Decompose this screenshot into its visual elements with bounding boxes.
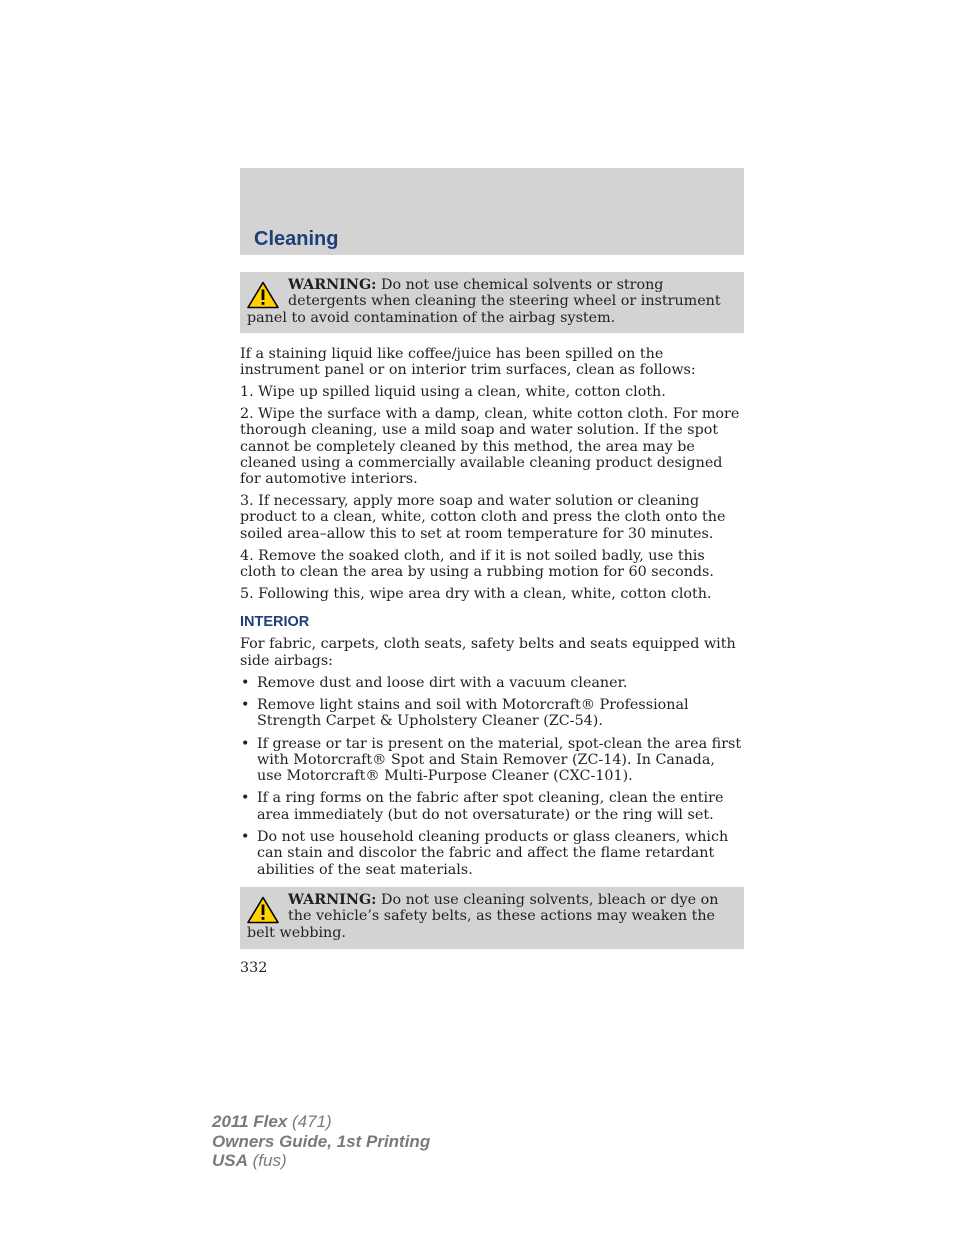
bullet-dot: •	[241, 828, 250, 845]
bullet-dot: •	[241, 735, 250, 752]
step-3: 3. If necessary, apply more soap and water solution or cleaning product to a clean, white, cotton cloth and press the cloth onto the soiled area–allow this to set at room temperature for 30 minutes.	[240, 493, 726, 542]
warning-text: Do not use cleaning solvents, bleach or dye on the vehicle’s safety belts, as these actions may weaken the belt webbing.	[247, 892, 719, 941]
footer-line-1	[212, 1112, 430, 1132]
warning-triangle-icon	[247, 281, 279, 309]
page-number: 332	[240, 960, 268, 976]
interior-heading: INTERIOR	[240, 614, 310, 631]
warning-label: WARNING:	[288, 277, 377, 293]
warning-triangle-icon	[247, 896, 279, 924]
list-item	[240, 697, 744, 730]
footer-market-code: (fus)	[247, 1151, 287, 1170]
interior-bullet-list	[240, 675, 744, 878]
section-title: Cleaning	[254, 228, 339, 250]
airbag-warning-box	[240, 272, 744, 333]
footer-model-code: (471)	[287, 1112, 332, 1131]
footer-line-2	[212, 1132, 430, 1152]
interior-intro: For fabric, carpets, cloth seats, safety belts and seats equipped with side airbags:	[240, 636, 736, 669]
list-item	[240, 675, 744, 691]
step-1: 1. Wipe up spilled liquid using a clean, white, cotton cloth.	[240, 384, 666, 401]
footer-model: 2011 Flex	[212, 1112, 288, 1131]
bullet-dot: •	[241, 790, 250, 807]
warning-text: Do not use chemical solvents or strong detergents when cleaning the steering wheel or instrument panel to avoid contamination of the airbag system.	[247, 277, 721, 326]
section-header-band	[240, 168, 744, 255]
list-item-text: Remove dust and loose dirt with a vacuum cleaner.	[257, 674, 628, 691]
intro-paragraph: If a staining liquid like coffee/juice has been spilled on the instrument panel or on interior trim surfaces, clean as follows:	[240, 346, 696, 379]
step-2: 2. Wipe the surface with a damp, clean, white cotton cloth. For more thorough cleaning, use a mild soap and water solution. If the spot cannot be completely cleaned by this method, the area may be cleaned using a commercially available cleaning product designed for automotive interiors.	[240, 406, 740, 488]
footer-line-3	[212, 1151, 430, 1171]
bullet-dot: •	[241, 696, 250, 713]
footer-guide: Owners Guide, 1st Printing	[212, 1131, 431, 1151]
list-item-text: Do not use household cleaning products or glass cleaners, which can stain and discolor the fabric and affect the flame retardant abilities of the seat materials.	[257, 828, 729, 878]
list-item	[240, 790, 744, 823]
list-item	[240, 736, 744, 785]
document-footer	[212, 1112, 430, 1171]
warning-label: WARNING:	[288, 892, 377, 908]
footer-market: USA	[212, 1151, 248, 1170]
main-content	[240, 346, 744, 884]
list-item-text: If grease or tar is present on the material, spot-clean the area first with Motorcraft® Spot and Stain Remover (ZC-14). In Canada, use Motorcraft® Multi-Purpose Cleaner (CXC-101).	[257, 735, 742, 785]
step-4: 4. Remove the soaked cloth, and if it is not soiled badly, use this cloth to clean the area by using a rubbing motion for 60 seconds.	[240, 547, 714, 580]
list-item-text: If a ring forms on the fabric after spot cleaning, clean the entire area immediately (but do not oversaturate) or the ring will set.	[257, 790, 724, 823]
safety-belt-warning-box	[240, 887, 744, 949]
list-item	[240, 829, 744, 878]
list-item-text: Remove light stains and soil with Motorcraft® Professional Strength Carpet & Upholstery Cleaner (ZC-54).	[257, 696, 689, 730]
step-5: 5. Following this, wipe area dry with a clean, white, cotton cloth.	[240, 585, 712, 602]
bullet-dot: •	[241, 674, 250, 691]
